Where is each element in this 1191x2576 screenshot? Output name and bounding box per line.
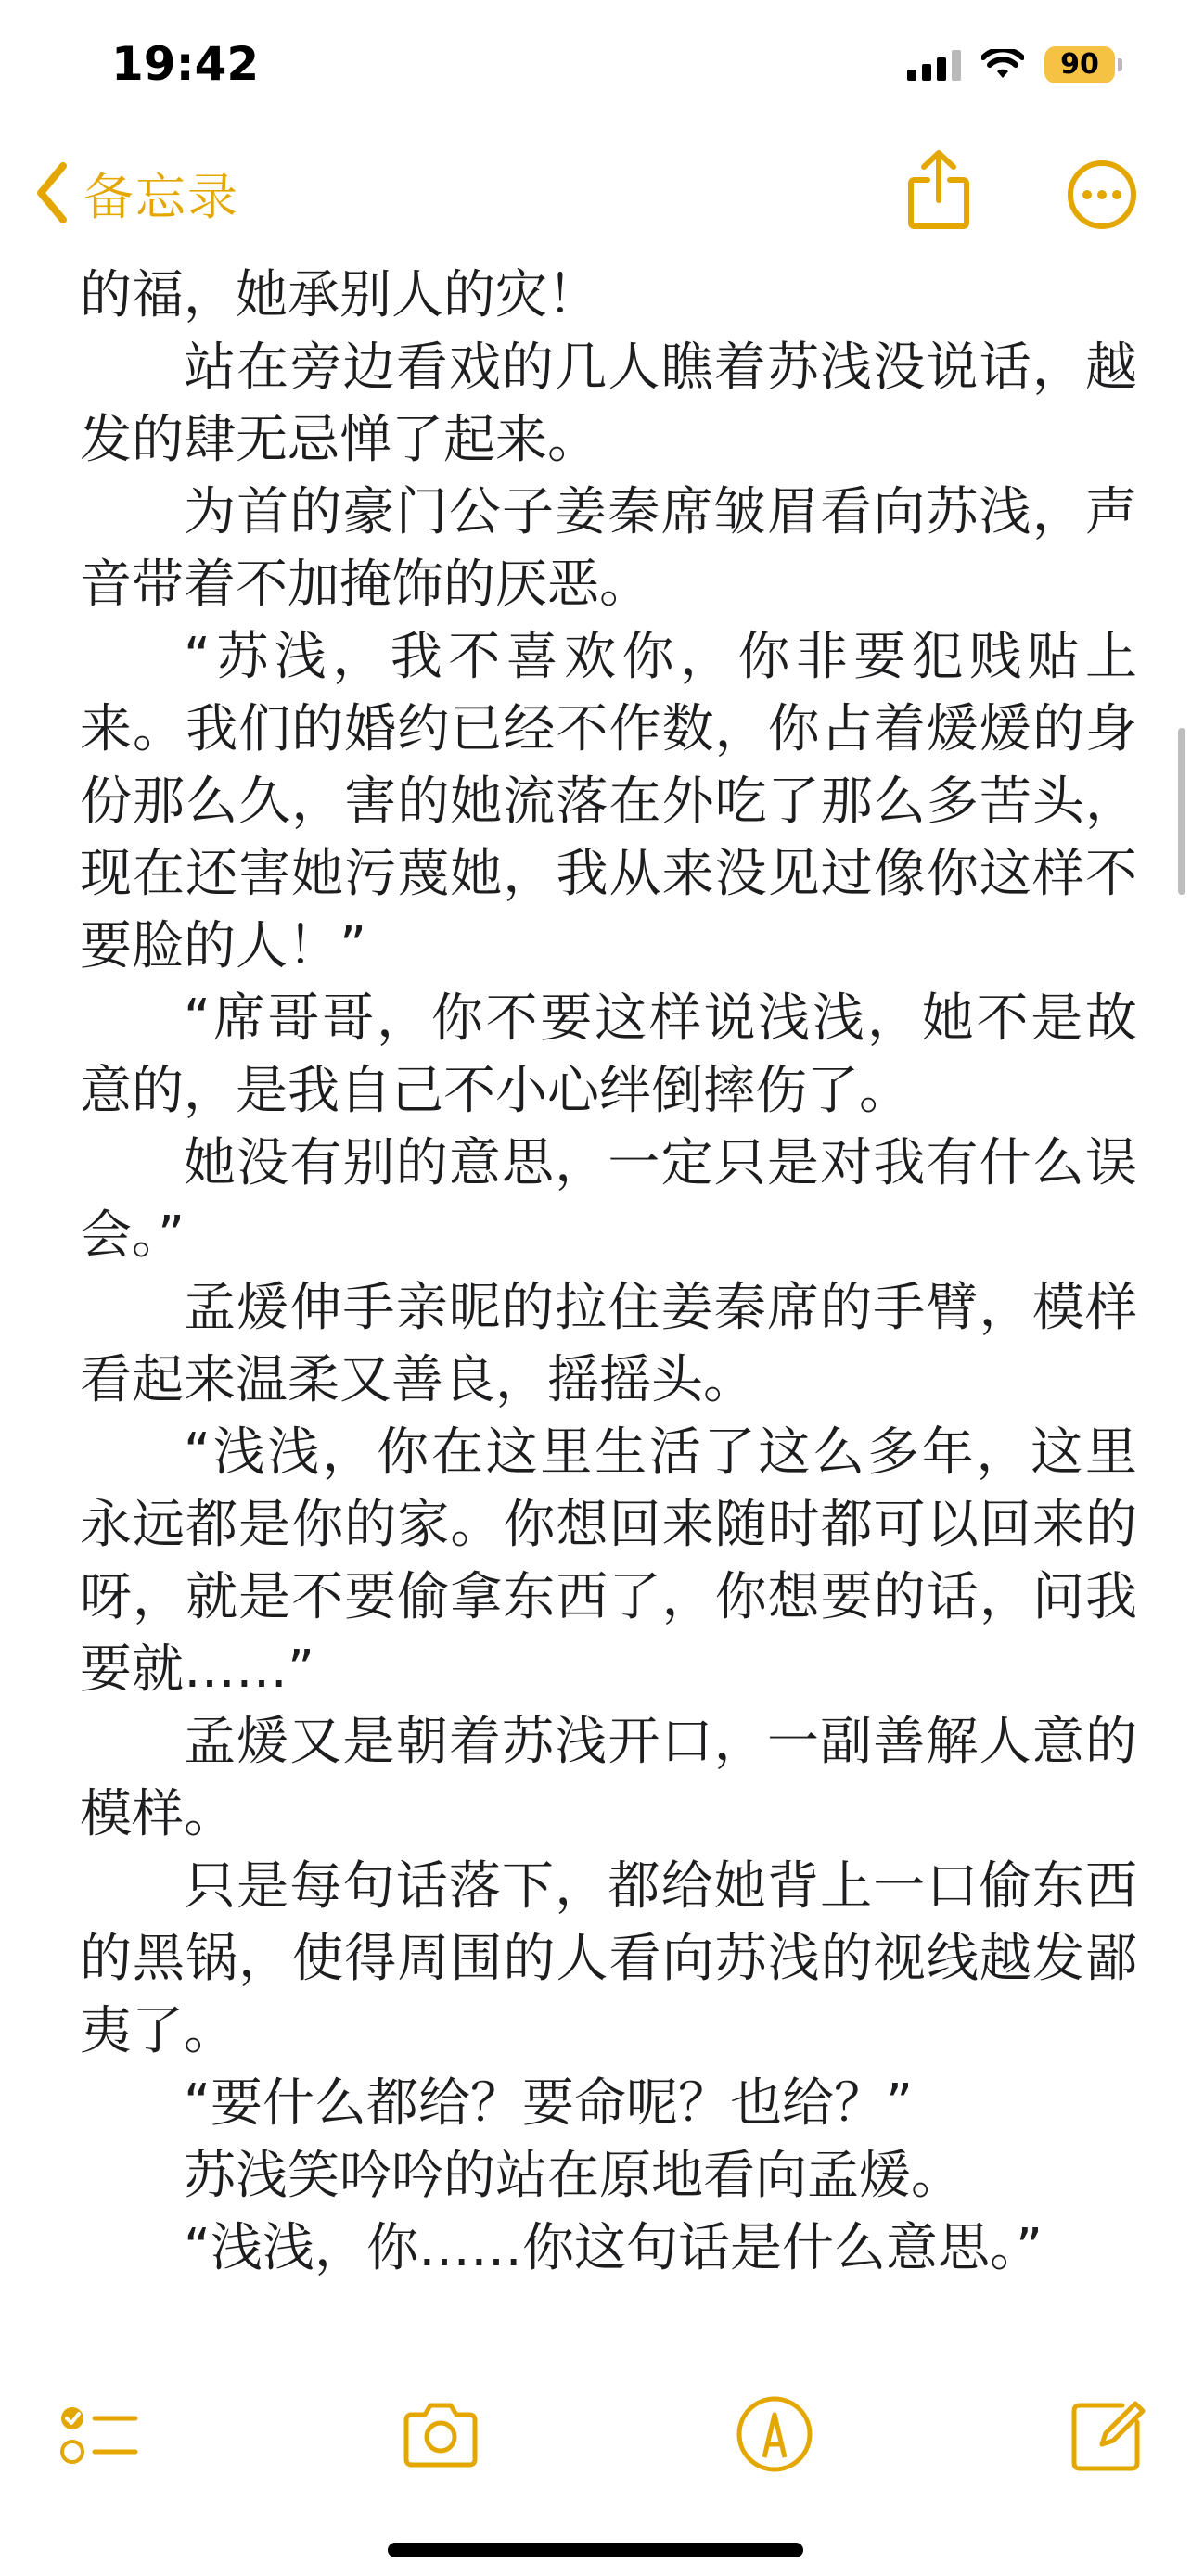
camera-icon [399,2392,482,2476]
markup-icon [733,2392,816,2476]
signal-icon [907,49,961,81]
note-body[interactable] [80,260,1137,2285]
status-bar [0,0,1191,139]
nav-bar [0,139,1191,250]
status-icons [907,46,1115,83]
note-paragraph: 只是每句话落下，都给她背上一口偷东西的黑锅，使得周围的人看向苏浅的视线越发鄙夷了。 [80,1856,1137,2061]
back-label: 备忘录 [83,167,239,226]
note-paragraph: “浅浅，你……你这句话是什么意思。” [184,2218,1044,2278]
back-button[interactable] [33,156,239,230]
note-paragraph: 苏浅笑吟吟的站在原地看向孟煖。 [184,2146,963,2206]
bottom-toolbar [0,2383,1191,2485]
checklist-button[interactable] [58,2392,141,2476]
status-time: 19:42 [111,37,260,91]
compose-icon [1065,2392,1148,2476]
note-paragraph: “要什么都给？要命呢？也给？” [184,2073,914,2134]
note-paragraph: 为首的豪门公子姜秦席皱眉看向苏浅，声音带着不加掩饰的厌恶。 [80,482,1137,615]
camera-button[interactable] [399,2392,482,2476]
scroll-indicator[interactable] [1178,728,1185,895]
more-icon [1067,159,1137,230]
note-paragraph: 的福，她承别人的灾！ [80,265,599,325]
note-paragraph: “苏浅，我不喜欢你，你非要犯贱贴上来。我们的婚约已经不作数，你占着煖煖的身份那么久，害的她流落在外吃了那么多苦头，现在还害她污蔑她，我从来没见过像你这样不要脸的人！” [80,627,1137,976]
note-paragraph: 孟煖又是朝着苏浅开口，一副善解人意的模样。 [80,1712,1137,1844]
note-paragraph: “浅浅，你在这里生活了这么多年，这里永远都是你的家。你想回来随时都可以回来的呀，就是不要偷拿东西了，你想要的话，问我要就……” [80,1422,1137,1700]
checklist-icon [58,2392,141,2476]
more-button[interactable] [1067,159,1137,230]
note-paragraph: 孟煖伸手亲昵的拉住姜秦席的手臂，模样看起来温柔又善良，摇摇头。 [80,1278,1137,1410]
compose-button[interactable] [1065,2392,1148,2476]
home-indicator[interactable] [388,2543,803,2557]
note-paragraph: 她没有别的意思，一定只是对我有什么误会。” [80,1133,1137,1266]
share-icon [903,148,974,232]
markup-button[interactable] [733,2392,816,2476]
note-paragraph: 站在旁边看戏的几人瞧着苏浅没说话，越发的肆无忌惮了起来。 [80,338,1137,470]
wifi-icon [981,49,1024,81]
note-paragraph: “席哥哥，你不要这样说浅浅，她不是故意的，是我自己不小心绊倒摔伤了。 [80,988,1137,1121]
battery-icon: 90 [1044,46,1115,83]
share-button[interactable] [903,148,974,232]
chevron-left-icon [33,160,70,225]
